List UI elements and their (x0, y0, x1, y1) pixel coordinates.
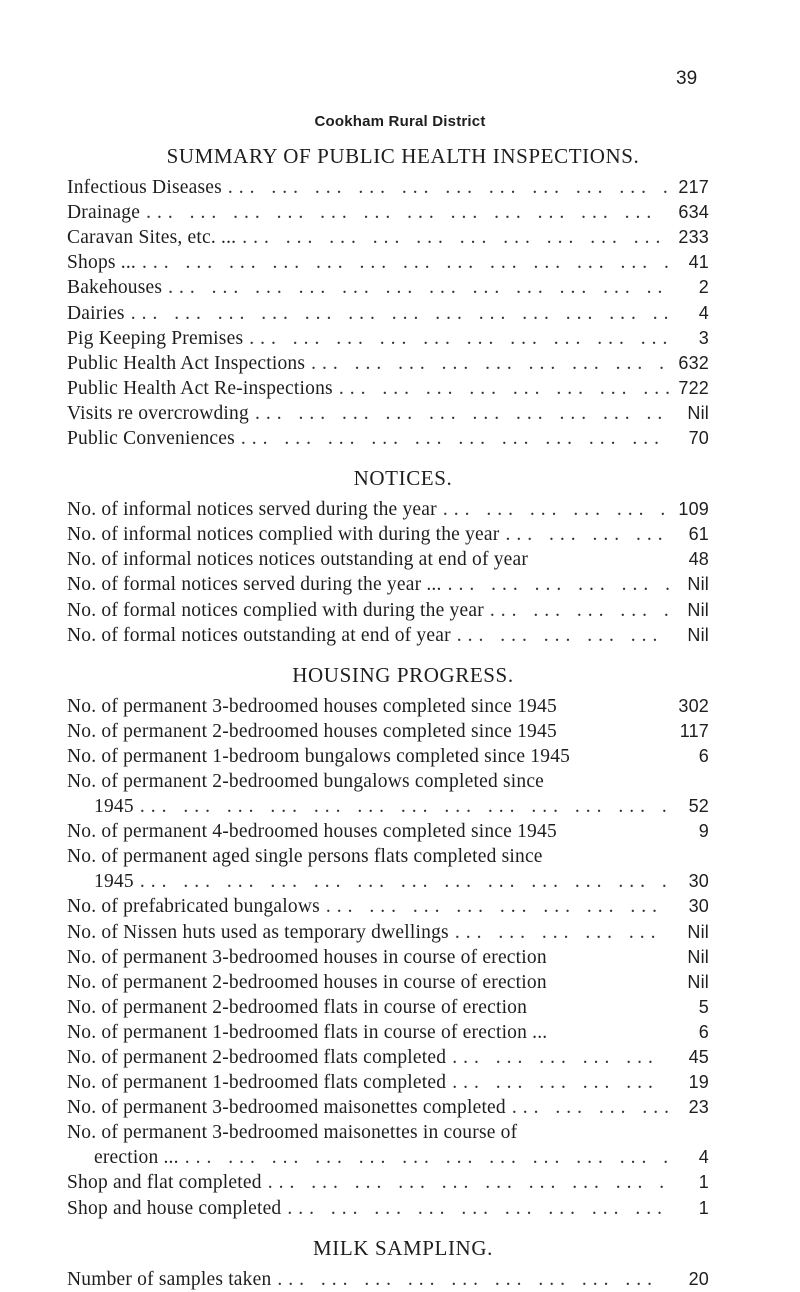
housing-row-line: No. of permanent 2-bedroomed bungalows completed since (67, 770, 545, 792)
housing-row: No. of prefabricated bungalows ... . 30 (67, 894, 709, 919)
milk-heading: MILK SAMPLING. (313, 1235, 493, 1260)
notices-row: No. of informal notices complied with during the year ... . 61 (67, 522, 709, 547)
housing-row: No. of permanent 2-bedroomed houses in course of erection Nil (67, 971, 709, 993)
summary-row: Public Conveniences ... . 70 (67, 426, 709, 451)
summary-row: Shops ... ... . 41 (67, 250, 709, 275)
housing-row: No. of permanent 3-bedroomed houses in course of erection Nil (67, 946, 709, 968)
notices-row: No. of informal notices served during the year ... . 109 (67, 497, 709, 522)
housing-row: No. of permanent 1-bedroom bungalows completed since 1945 6 (67, 745, 709, 767)
housing-row: No. of permanent 1-bedroomed flats in course of erection ... 6 (67, 1021, 709, 1043)
housing-row: No. of permanent 2-bedroomed flats in course of erection 5 (67, 996, 709, 1018)
housing-row: 1945 ... . 52 (67, 794, 709, 819)
notices-heading: NOTICES. (353, 466, 453, 491)
housing-row: No. of permanent 2-bedroomed flats completed ... . 45 (67, 1045, 709, 1070)
housing-row: No. of permanent 2-bedroomed houses completed since 1945 117 (67, 720, 709, 742)
milk-row: Number of samples taken ... . 20 (67, 1267, 709, 1292)
summary-row: Public Health Act Inspections ... . 632 (67, 351, 709, 376)
housing-row: Shop and house completed ... . 1 (67, 1195, 709, 1220)
page-number: 39 (676, 68, 698, 89)
notices-row: No. of formal notices outstanding at end of year ... . Nil (67, 623, 709, 648)
summary-row: Pig Keeping Premises ... . 3 (67, 326, 709, 351)
notices-row: No. of formal notices served during the year ... ... . Nil (67, 572, 709, 597)
notices-row: No. of formal notices complied with during the year ... . Nil (67, 597, 709, 622)
housing-row-line: No. of permanent aged single persons flats completed since (67, 846, 543, 868)
housing-row: 1945 ... . 30 (67, 869, 709, 894)
report-body (67, 137, 709, 1292)
housing-row: Shop and flat completed ... . 1 (67, 1170, 709, 1195)
summary-row: Drainage ... . 634 (67, 200, 709, 225)
district-title: Cookham Rural District (314, 113, 486, 130)
summary-row: Dairies ... . 4 (67, 300, 709, 325)
summary-row: Public Health Act Re-inspections ... . 722 (67, 376, 709, 401)
housing-heading: HOUSING PROGRESS. (292, 662, 514, 687)
housing-row: No. of permanent 1-bedroomed flats completed ... . 19 (67, 1070, 709, 1095)
summary-heading: SUMMARY OF PUBLIC HEALTH INSPECTIONS. (166, 144, 640, 168)
housing-row: erection ... ... . 4 (67, 1145, 709, 1170)
housing-row: No. of permanent 4-bedroomed houses completed since 1945 9 (67, 821, 709, 843)
housing-row-line: No. of permanent 3-bedroomed maisonettes in course of (67, 1122, 518, 1144)
summary-row: Caravan Sites, etc. ... ... . 233 (67, 225, 709, 250)
housing-row: No. of permanent 3-bedroomed houses completed since 1945 302 (67, 695, 709, 717)
housing-row: No. of Nissen huts used as temporary dwellings ... . Nil (67, 919, 709, 944)
notices-row: No. of informal notices notices outstanding at end of year 48 (67, 549, 709, 571)
summary-row: Infectious Diseases ... . 217 (67, 175, 709, 200)
housing-row: No. of permanent 3-bedroomed maisonettes completed ... . 23 (67, 1095, 709, 1120)
summary-row: Visits re overcrowding ... . Nil (67, 401, 709, 426)
summary-row: Bakehouses ... . 2 (67, 275, 709, 300)
